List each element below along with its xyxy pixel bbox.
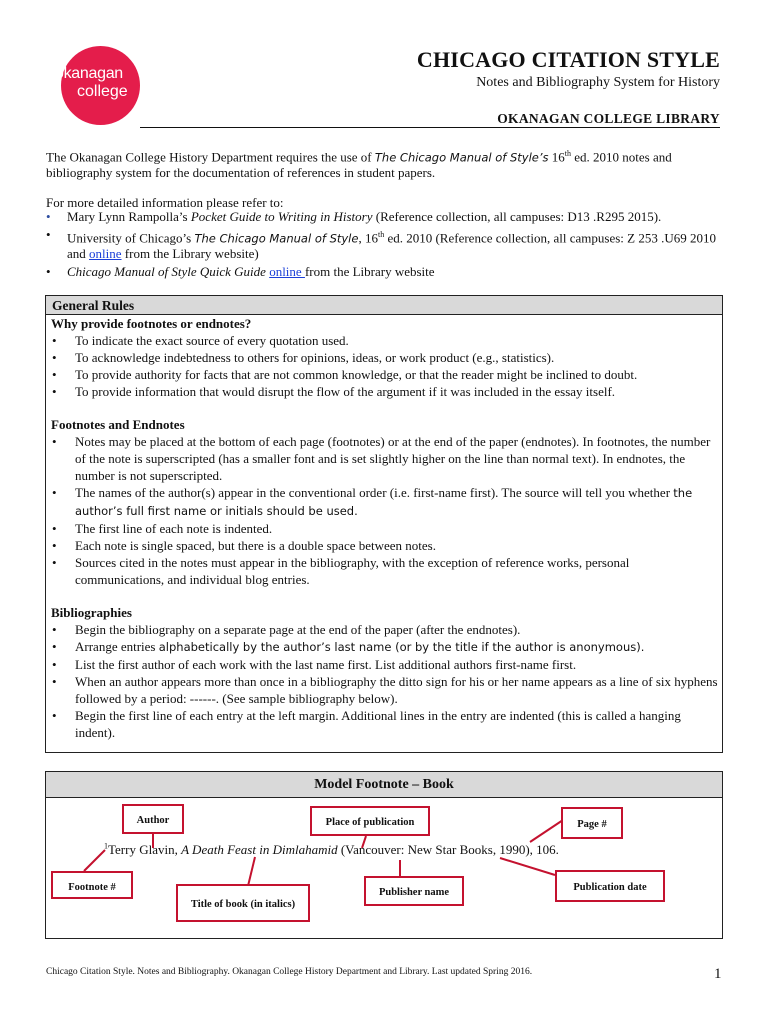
- label-publication-date: Publication date: [555, 870, 665, 902]
- list-item: • When an author appears more than once in a bibliography the ditto sign for his or her name appears as a line of six hyphens followed by a period: ------. (See sample bibliography below).: [51, 673, 718, 707]
- list-item: • To provide authority for facts that are not common knowledge, or that the reader might be inclined to doubt.: [51, 366, 718, 383]
- intro-paragraph: The Okanagan College History Department requires the use of The Chicago Manual of Style’s 16th ed. 2010 notes and bibliography system for the documentation of references in student papers.: [46, 149, 672, 181]
- footnotes-heading: Footnotes and Endnotes: [51, 417, 185, 432]
- label-page-number: Page #: [561, 807, 623, 839]
- list-item: • To indicate the exact source of every quotation used.: [51, 332, 718, 349]
- list-item: • List the first author of each work with the last name first. List additional authors first-name first.: [51, 656, 718, 673]
- page-number: 1: [714, 966, 722, 982]
- list-item: • To provide information that would disrupt the flow of the argument if it was included in the essay itself.: [51, 383, 718, 400]
- example-footnote: $^1$Terry Glavin, A Death Feast in Dimlahamid (Vancouver: New Star Books, 1990), 106.: [104, 841, 559, 857]
- connector-pubdate: [500, 858, 555, 875]
- list-item: • The first line of each note is indented.: [51, 520, 718, 537]
- list-item: • To acknowledge indebtedness to others for opinions, ideas, or work product (e.g., statistics).: [51, 349, 718, 366]
- page-title: CHICAGO CITATION STYLE: [416, 47, 720, 72]
- list-item: • Each note is single spaced, but there is a double space between notes.: [51, 537, 718, 554]
- online-link[interactable]: online: [89, 246, 122, 262]
- page-subtitle: Notes and Bibliography System for History: [476, 75, 720, 90]
- list-item: • Begin the bibliography on a separate page at the end of the paper (after the endnotes).: [51, 621, 718, 638]
- connector-title: [248, 857, 255, 886]
- label-publisher-name: Publisher name: [364, 876, 464, 906]
- connector-footnote: [84, 850, 105, 871]
- label-place-of-publication: Place of publication: [310, 806, 430, 836]
- refer-line: For more detailed information please refer to:: [46, 195, 284, 210]
- list-item: • Notes may be placed at the bottom of each page (footnotes) or at the end of the paper (endnotes). In footnotes, the number of the note is superscripted (has a smaller font and is set slightly higher on the line than normal text). In endnotes, the number is not superscripted.: [51, 433, 718, 484]
- reference-item: • University of Chicago’s The Chicago Manual of Style, 16th ed. 2010 (Reference collection, all campuses: Z 253 .U69 2010 and online from the Library website): [46, 227, 726, 262]
- list-item: • Arrange entries alphabetically by the author’s last name (or by the title if the author is anonymous).: [51, 638, 718, 656]
- label-title-of-book: Title of book (in italics): [176, 884, 310, 922]
- list-item: • The names of the author(s) appear in the conventional order (i.e. first-name first). The source will tell you whether the author’s full first name or initials should be used.: [51, 484, 718, 520]
- general-rules-heading: General Rules: [46, 296, 722, 315]
- bibliographies-heading: Bibliographies: [51, 605, 132, 620]
- connector-page: [530, 820, 563, 842]
- page-footer: Chicago Citation Style. Notes and Bibliography. Okanagan College History Department and Library. Last updated Spring 2016.: [46, 967, 533, 977]
- reference-item: • Chicago Manual of Style Quick Guide online from the Library website: [46, 264, 726, 280]
- list-item: • Begin the first line of each entry at the left margin. Additional lines in the entry are indented (this is called a hanging indent).: [51, 707, 718, 741]
- why-heading: Why provide footnotes or endnotes?: [51, 316, 252, 331]
- model-footnote-heading: Model Footnote – Book: [46, 772, 722, 798]
- library-title: OKANAGAN COLLEGE LIBRARY: [497, 111, 720, 126]
- list-item: • Sources cited in the notes must appear in the bibliography, with the exception of reference works, personal communications, and individual blog entries.: [51, 554, 718, 588]
- label-author: Author: [122, 804, 184, 834]
- logo-line2: college: [77, 83, 128, 100]
- reference-item: • Mary Lynn Rampolla’s Pocket Guide to Writing in History (Reference collection, all campuses: D13 .R295 2015).: [46, 209, 726, 225]
- label-footnote-number: Footnote #: [51, 871, 133, 899]
- online-link[interactable]: online: [269, 264, 305, 280]
- logo-line1: okanagan: [55, 65, 123, 82]
